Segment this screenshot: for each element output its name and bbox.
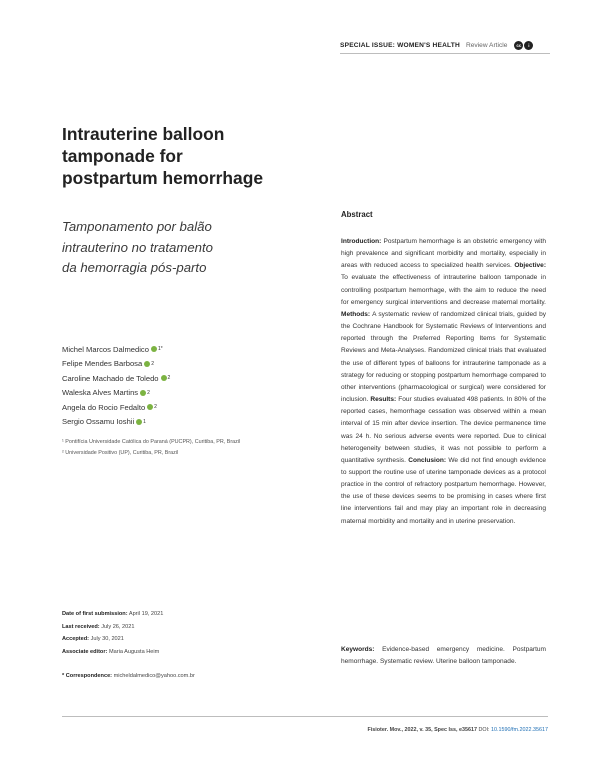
citation: Fisioter. Mov., 2022, v. 35, Spec Iss, e35617 — [367, 727, 477, 733]
author-affiliation-mark: 2 — [154, 404, 157, 411]
keywords — [341, 644, 546, 668]
methods-text: A systematic review of randomized clinical trials, guided by the Cochrane Handbook for Systematic Reviews of Interventions and reported through the Preferred Reporting Items for Systematic Reviews and Meta-Analyses. Randomized clinical trials that evaluated the use of different types of balloons for intrauterine tamponade as a strategy for reducing or stopping postpartum hemorrhage compared to other interventions (pharmacological or surgical) were considered for inclusion. — [341, 310, 546, 404]
doi-label: DOI: — [478, 727, 490, 733]
conclusion-text: We did not find enough evidence to support the routine use of uterine tamponade devices as a protocol practice in the control of refractory postpartum hemorrhage. However, the use of these devices seems to be promising in cases where first line interventions fail and may play an important role in decreasing maternal morbidity and mortality and in uterine preservation. — [341, 456, 547, 525]
title-line: postpartum hemorrhage — [62, 168, 263, 188]
special-issue-label: SPECIAL ISSUE: WOMEN'S HEALTH — [340, 42, 460, 49]
correspondence-email[interactable]: micheldalmedico@yahoo.com.br — [113, 673, 195, 679]
author-name: Michel Marcos Dalmedico — [62, 344, 149, 354]
objective-label: Objective: — [514, 262, 546, 270]
title-line: Intrauterine balloon — [62, 124, 225, 144]
affiliation: ² Universidade Positivo (UP), Curitiba, PR, Brazil — [62, 450, 179, 456]
author-affiliation-mark: 2 — [147, 389, 150, 396]
author — [62, 357, 170, 372]
footer — [367, 727, 548, 733]
abstract-body — [341, 236, 546, 528]
author — [62, 371, 170, 386]
header-divider — [340, 53, 550, 54]
abstract-heading: Abstract — [341, 210, 373, 219]
date-first-submission: Date of first submission: April 19, 2021 — [62, 611, 164, 617]
author-affiliation-mark: 1* — [157, 346, 163, 353]
results-text: Four studies evaluated 498 patients. In 80% of the reported cases, hemorrhage cessation was observed within a mean interval of 15 min after device insertion. The device permanence time was 24 h. No serious adverse events were reported. Due to clinical heterogeneity between studies, it was not possible to perform a quantitative synthesis. — [341, 396, 546, 464]
author-affiliation-mark: 2 — [167, 375, 171, 382]
author-name: Sergio Ossamu Ioshii — [62, 417, 135, 427]
author — [62, 386, 170, 401]
correspondence — [62, 673, 195, 679]
correspondence-label: * Correspondence: — [62, 673, 113, 679]
subtitle-line: intrauterino no tratamento — [62, 239, 214, 255]
author-list — [62, 342, 170, 429]
date-accepted: Accepted: July 30, 2021 — [62, 636, 124, 642]
subtitle-line: da hemorragia pós-parto — [62, 260, 207, 275]
conclusion-label: Conclusion: — [408, 456, 447, 464]
author-affiliation-mark: 2 — [151, 360, 154, 367]
orcid-icon[interactable] — [147, 404, 153, 410]
keywords-label: Keywords: — [341, 646, 375, 653]
author-name: Angela do Rocio Fedalto — [62, 402, 146, 412]
associate-editor: Associate editor: Maria Augusta Heim — [62, 648, 160, 655]
date-last-received: Last received: July 26, 2021 — [62, 623, 135, 630]
author — [62, 400, 170, 415]
journal-header — [340, 41, 545, 50]
title-line: tamponade for — [62, 146, 183, 166]
introduction-text: Postpartum hemorrhage is an obstetric emergency with high prevalence and significant morbidity and mortality, especially in areas with reduced access to specialized health services. — [341, 238, 546, 270]
results-label: Results: — [370, 396, 397, 404]
orcid-icon[interactable] — [140, 390, 146, 396]
article-title — [62, 123, 312, 189]
subtitle-line: Tamponamento por balão — [62, 219, 212, 234]
methods-label: Methods: — [341, 310, 371, 318]
article-type-label: Review Article — [465, 42, 508, 49]
footer-divider — [62, 716, 548, 717]
author-name: Waleska Alves Martins — [62, 388, 139, 398]
creative-commons-icon: cc i — [514, 41, 533, 50]
keywords-text: Evidence-based emergency medicine. Postpartum hemorrhage. Systematic review. Uterine balloon tamponade. — [341, 646, 546, 666]
affiliation-list — [62, 439, 240, 461]
submission-dates — [62, 611, 163, 661]
author — [62, 342, 170, 357]
article-subtitle — [62, 217, 302, 279]
orcid-icon[interactable] — [144, 361, 150, 367]
orcid-icon[interactable] — [151, 346, 157, 352]
affiliation: ¹ Pontifícia Universidade Católica do Paraná (PUCPR), Curitiba, PR, Brazil — [62, 439, 241, 445]
orcid-icon[interactable] — [161, 375, 167, 381]
doi-link[interactable]: 10.1590/fm.2022.35617 — [491, 727, 548, 733]
author-name: Felipe Mendes Barbosa — [62, 359, 143, 369]
author — [62, 415, 170, 430]
author-name: Caroline Machado de Toledo — [62, 373, 159, 383]
orcid-icon[interactable] — [136, 419, 142, 425]
author-affiliation-mark: 1 — [143, 418, 146, 425]
introduction-label: Introduction: — [341, 238, 382, 245]
objective-text: To evaluate the effectiveness of intrauterine balloon tamponade in controlling postpartum hemorrhage, with the aim to reduce the need for emergency surgical interventions and decrease maternal mortality. — [341, 274, 546, 306]
